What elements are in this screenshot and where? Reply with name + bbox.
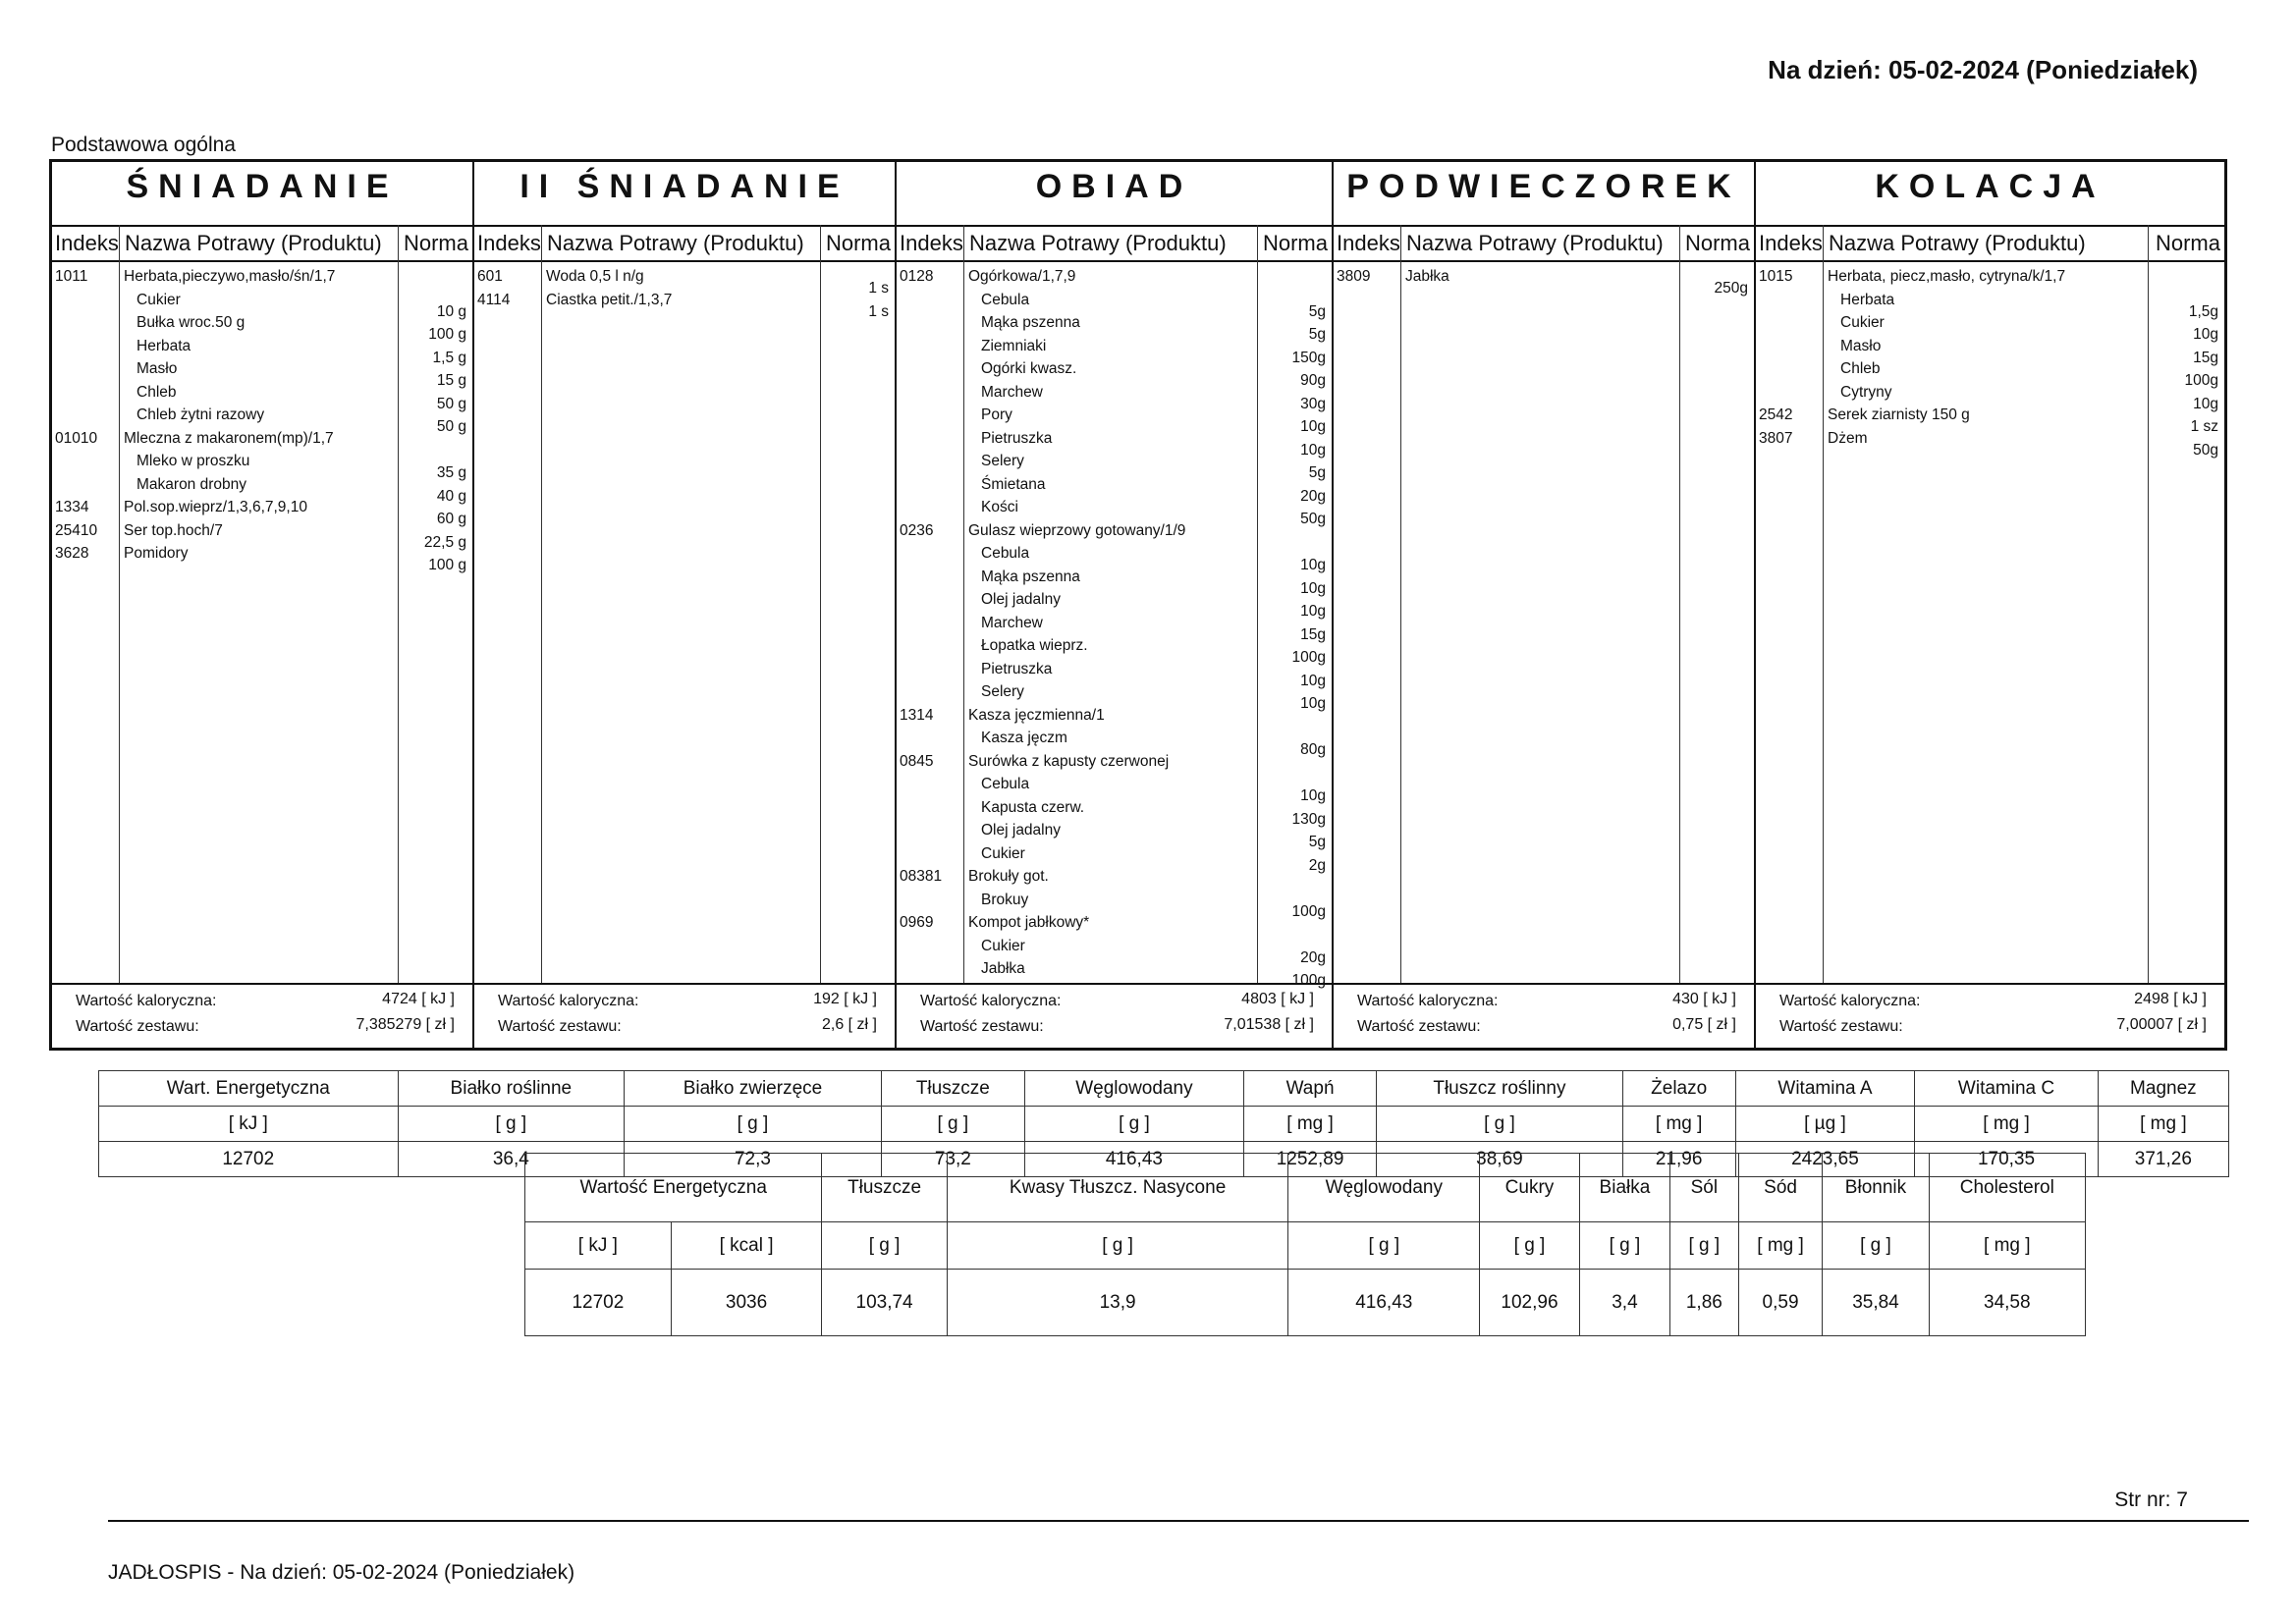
nutrient-unit: [ g ] xyxy=(625,1107,882,1142)
dish-name: Łopatka wieprz. xyxy=(981,637,1088,654)
meal-title: OBIAD xyxy=(1035,168,1193,205)
meal-summary xyxy=(897,983,1332,1048)
row-index: 1011 xyxy=(55,268,88,285)
dish-norm: 10g xyxy=(1300,672,1326,689)
row-index: 3628 xyxy=(55,545,89,562)
dish-norm: 90g xyxy=(1300,372,1326,389)
meal-column xyxy=(1756,162,2224,1048)
nutrient-name: Wartość Energetyczna xyxy=(525,1154,822,1222)
energy-value: 192 [ kJ ] xyxy=(813,991,877,1007)
dish-norm: 1 s xyxy=(868,280,889,297)
row-index: 1015 xyxy=(1759,268,1793,285)
cost-label: Wartość zestawu: xyxy=(76,1018,199,1035)
row-index: 3807 xyxy=(1759,429,1793,447)
row-index: 601 xyxy=(477,268,503,285)
row-index: 0969 xyxy=(900,914,934,931)
dish-name: Olej jadalny xyxy=(981,591,1061,608)
energy-label: Wartość kaloryczna: xyxy=(1779,993,1921,1009)
column-divider xyxy=(1679,225,1680,985)
column-divider xyxy=(963,225,964,985)
dish-norm: 10 g xyxy=(436,302,466,320)
nutrient-name: Cholesterol xyxy=(1929,1154,2085,1222)
dish-norm: 150g xyxy=(1291,349,1326,366)
nutrient-name: Białko zwierzęce xyxy=(625,1071,882,1107)
dish-norm: 100g xyxy=(1291,649,1326,666)
dish-name: Marchew xyxy=(981,614,1043,631)
nutrient-unit: [ g ] xyxy=(822,1222,947,1270)
dish-norm: 100 g xyxy=(428,326,466,343)
dish-name: Cebula xyxy=(981,545,1030,562)
nutrition-value-row xyxy=(525,1270,2086,1336)
diet-name: Podstawowa ogólna xyxy=(51,134,236,156)
cost-label: Wartość zestawu: xyxy=(1357,1018,1481,1035)
dish-norm: 100g xyxy=(2184,372,2218,389)
energy-value: 2498 [ kJ ] xyxy=(2134,991,2207,1007)
dish-norm: 1,5g xyxy=(2188,302,2218,320)
dish-norm: 50 g xyxy=(436,418,466,435)
cost-label: Wartość zestawu: xyxy=(1779,1018,1903,1035)
meal-title: II ŚNIADANIE xyxy=(519,168,849,205)
energy-label: Wartość kaloryczna: xyxy=(76,993,217,1009)
dish-name: Pietruszka xyxy=(981,429,1053,447)
dish-name: Masło xyxy=(137,360,178,377)
dish-norm: 100g xyxy=(1291,972,1326,989)
dish-norm: 40 g xyxy=(436,487,466,505)
nutrient-value: 0,59 xyxy=(1738,1270,1823,1336)
nutrient-value: 36,4 xyxy=(398,1142,625,1177)
dish-name: Kompot jabłkowy* xyxy=(968,914,1090,931)
row-index: 2542 xyxy=(1759,406,1793,423)
nutrient-value: 103,74 xyxy=(822,1270,947,1336)
page-number: Str nr: 7 xyxy=(2114,1488,2188,1511)
row-index: 1314 xyxy=(900,706,934,724)
nutrient-unit: [ g ] xyxy=(1024,1107,1243,1142)
nutrient-unit: [ kJ ] xyxy=(525,1222,672,1270)
nutrient-name: Sól xyxy=(1669,1154,1738,1222)
meal-title: KOLACJA xyxy=(1875,168,2105,205)
header-name: Nazwa Potrawy (Produktu) xyxy=(125,231,382,255)
header-name: Nazwa Potrawy (Produktu) xyxy=(1406,231,1664,255)
column-divider xyxy=(1400,225,1401,985)
column-divider xyxy=(119,225,120,985)
dish-norm: 50 g xyxy=(436,395,466,412)
dish-name: Marchew xyxy=(981,383,1043,401)
dish-norm: 10g xyxy=(1300,603,1326,620)
nutrient-name: Magnez xyxy=(2098,1071,2228,1107)
dish-name: Herbata,pieczywo,masło/śn/1,7 xyxy=(124,268,336,285)
nutrient-unit: [ g ] xyxy=(1823,1222,1929,1270)
row-index: 0236 xyxy=(900,521,934,539)
nutrition-header-row xyxy=(99,1071,2229,1107)
footer-divider xyxy=(108,1520,2249,1522)
nutrition-unit-row xyxy=(525,1222,2086,1270)
nutrient-value: 416,43 xyxy=(1288,1270,1480,1336)
nutrient-name: Węglowodany xyxy=(1288,1154,1480,1222)
nutrient-unit: [ g ] xyxy=(1480,1222,1580,1270)
nutrient-name: Witamina A xyxy=(1735,1071,1915,1107)
energy-label: Wartość kaloryczna: xyxy=(920,993,1062,1009)
dish-name: Kapusta czerw. xyxy=(981,798,1085,816)
cost-value: 7,00007 [ zł ] xyxy=(2116,1016,2207,1033)
dish-name: Cukier xyxy=(981,844,1025,862)
energy-label: Wartość kaloryczna: xyxy=(498,993,639,1009)
header-index: Indeks xyxy=(1759,231,1823,255)
header-norm: Norma xyxy=(1262,231,1328,255)
header-name: Nazwa Potrawy (Produktu) xyxy=(969,231,1227,255)
dish-name: Ogórki kwasz. xyxy=(981,360,1077,377)
nutrient-value: 21,96 xyxy=(1622,1142,1735,1177)
header-norm: Norma xyxy=(825,231,891,255)
nutrient-unit: [ g ] xyxy=(398,1107,625,1142)
nutrient-unit: [ g ] xyxy=(1579,1222,1669,1270)
header-norm: Norma xyxy=(1684,231,1750,255)
dish-name: Cytryny xyxy=(1840,383,1892,401)
dish-norm: 20g xyxy=(1300,487,1326,505)
dish-name: Mleko w proszku xyxy=(137,453,250,469)
dish-name: Pietruszka xyxy=(981,660,1053,677)
dish-name: Brokuły got. xyxy=(968,868,1049,885)
nutrient-value: 1252,89 xyxy=(1244,1142,1377,1177)
header-name: Nazwa Potrawy (Produktu) xyxy=(1829,231,2086,255)
nutrient-unit: [ µg ] xyxy=(1735,1107,1915,1142)
nutrient-value: 2423,65 xyxy=(1735,1142,1915,1177)
dish-name: Kasza jęczm xyxy=(981,730,1067,746)
nutrient-name: Wart. Energetyczna xyxy=(99,1071,399,1107)
nutrient-name: Błonnik xyxy=(1823,1154,1929,1222)
dish-norm: 1,5 g xyxy=(432,349,466,366)
dish-norm: 10g xyxy=(1300,695,1326,712)
dish-name: Selery xyxy=(981,453,1024,469)
nutrient-unit: [ g ] xyxy=(947,1222,1288,1270)
dish-norm: 60 g xyxy=(436,511,466,527)
dish-name: Makaron drobny xyxy=(137,475,247,493)
dish-norm: 22,5 g xyxy=(423,533,466,551)
column-headers xyxy=(897,225,1332,262)
dish-name: Chleb żytni razowy xyxy=(137,406,265,423)
column-headers xyxy=(474,225,895,262)
cost-value: 7,385279 [ zł ] xyxy=(355,1016,455,1033)
nutrient-unit: [ mg ] xyxy=(1622,1107,1735,1142)
nutrient-name: Żelazo xyxy=(1622,1071,1735,1107)
column-headers xyxy=(52,225,472,262)
meal-column xyxy=(1334,162,1756,1048)
nutrient-unit: [ kcal ] xyxy=(671,1222,822,1270)
energy-value: 4724 [ kJ ] xyxy=(382,991,455,1007)
dish-name: Chleb xyxy=(1840,360,1881,377)
dish-name: Olej jadalny xyxy=(981,822,1061,839)
dish-norm: 15g xyxy=(1300,625,1326,643)
header-norm: Norma xyxy=(2155,231,2220,255)
nutrient-value: 13,9 xyxy=(947,1270,1288,1336)
dish-norm: 10g xyxy=(1300,787,1326,804)
nutrient-value: 3,4 xyxy=(1579,1270,1669,1336)
row-index: 3809 xyxy=(1337,268,1371,285)
dish-name: Gulasz wieprzowy gotowany/1/9 xyxy=(968,521,1186,539)
nutrient-name: Tłuszcze xyxy=(881,1071,1024,1107)
dish-name: Serek ziarnisty 150 g xyxy=(1828,406,1970,423)
dish-name: Cukier xyxy=(981,937,1025,954)
header-name: Nazwa Potrawy (Produktu) xyxy=(547,231,804,255)
dish-norm: 5g xyxy=(1308,834,1326,850)
dish-name: Herbata xyxy=(1840,291,1895,308)
nutrient-name: Węglowodany xyxy=(1024,1071,1243,1107)
dish-name: Mąka pszenna xyxy=(981,314,1080,331)
nutrient-name: Witamina C xyxy=(1915,1071,2098,1107)
nutrient-value: 12702 xyxy=(525,1270,672,1336)
dish-name: Ogórkowa/1,7,9 xyxy=(968,268,1076,285)
dish-name: Bułka wroc.50 g xyxy=(137,314,246,331)
nutrition-detail-table xyxy=(524,1153,2086,1336)
dish-name: Pomidory xyxy=(124,545,189,562)
nutrient-name: Wapń xyxy=(1244,1071,1377,1107)
nutrient-value: 35,84 xyxy=(1823,1270,1929,1336)
dish-norm: 10g xyxy=(2193,395,2218,412)
header-index: Indeks xyxy=(477,231,541,255)
dish-name: Brokuy xyxy=(981,891,1029,908)
dish-norm: 5g xyxy=(1308,464,1326,481)
dish-norm: 100g xyxy=(1291,902,1326,920)
meal-column xyxy=(474,162,897,1048)
nutrient-name: Kwasy Tłuszcz. Nasycone xyxy=(947,1154,1288,1222)
nutrient-value: 73,2 xyxy=(881,1142,1024,1177)
cost-value: 2,6 [ zł ] xyxy=(821,1016,877,1033)
dish-name: Masło xyxy=(1840,337,1882,354)
dish-norm: 250g xyxy=(1714,280,1748,297)
dish-name: Cukier xyxy=(1840,314,1885,331)
dish-norm: 15g xyxy=(2193,349,2218,366)
footer-title: JADŁOSPIS - Na dzień: 05-02-2024 (Poniedziałek) xyxy=(108,1561,575,1584)
dish-name: Jabłka xyxy=(1405,268,1449,285)
dish-name: Pory xyxy=(981,406,1012,423)
dish-norm: 130g xyxy=(1291,810,1326,828)
nutrient-name: Białko roślinne xyxy=(398,1071,625,1107)
meal-summary xyxy=(474,983,895,1048)
row-index: 0845 xyxy=(900,752,934,770)
dish-name: Ser top.hoch/7 xyxy=(124,521,223,539)
dish-norm: 35 g xyxy=(436,464,466,481)
dish-name: Jabłka xyxy=(981,960,1025,977)
column-divider xyxy=(820,225,821,985)
row-index: 01010 xyxy=(55,429,98,447)
nutrient-value: 170,35 xyxy=(1915,1142,2098,1177)
row-index: 08381 xyxy=(900,868,943,885)
dish-name: Pol.sop.wieprz/1,3,6,7,9,10 xyxy=(124,499,307,515)
column-headers xyxy=(1756,225,2224,262)
header-norm: Norma xyxy=(403,231,468,255)
dish-norm: 1 sz xyxy=(2190,418,2218,435)
nutrient-value: 72,3 xyxy=(625,1142,882,1177)
meal-column xyxy=(897,162,1334,1048)
nutrient-value: 371,26 xyxy=(2098,1142,2228,1177)
nutrient-value: 38,69 xyxy=(1377,1142,1623,1177)
meal-column xyxy=(52,162,474,1048)
nutrient-value: 3036 xyxy=(671,1270,822,1336)
row-index: 1334 xyxy=(55,499,89,515)
dish-name: Cebula xyxy=(981,776,1030,792)
column-divider xyxy=(1257,225,1258,985)
nutrient-name: Tłuszcz roślinny xyxy=(1377,1071,1623,1107)
nutrient-value: 1,86 xyxy=(1669,1270,1738,1336)
nutrient-value: 34,58 xyxy=(1929,1270,2085,1336)
dish-norm: 50g xyxy=(2193,441,2218,459)
nutrient-unit: [ g ] xyxy=(1377,1107,1623,1142)
column-divider xyxy=(1823,225,1824,985)
dish-norm: 100 g xyxy=(428,557,466,573)
dish-norm: 2g xyxy=(1308,856,1326,874)
energy-value: 430 [ kJ ] xyxy=(1672,991,1736,1007)
column-divider xyxy=(2148,225,2149,985)
dish-name: Mąka pszenna xyxy=(981,568,1080,585)
dish-norm: 10g xyxy=(2193,326,2218,343)
dish-name: Herbata xyxy=(137,337,191,354)
dish-norm: 30g xyxy=(1300,395,1326,412)
column-divider xyxy=(398,225,399,985)
dish-norm: 80g xyxy=(1300,741,1326,758)
cost-label: Wartość zestawu: xyxy=(498,1018,622,1035)
energy-value: 4803 [ kJ ] xyxy=(1241,991,1314,1007)
nutrition-header-row xyxy=(525,1154,2086,1222)
nutrient-unit: [ g ] xyxy=(1288,1222,1480,1270)
meal-title: PODWIECZOREK xyxy=(1346,168,1741,205)
nutrient-unit: [ mg ] xyxy=(1929,1222,2085,1270)
dish-name: Kasza jęczmienna/1 xyxy=(968,706,1105,724)
dish-norm: 5g xyxy=(1308,302,1326,320)
menu-date: Na dzień: 05-02-2024 (Poniedziałek) xyxy=(1768,55,2198,84)
dish-name: Ziemniaki xyxy=(981,337,1047,354)
dish-norm: 20g xyxy=(1300,948,1326,966)
dish-norm: 10g xyxy=(1300,557,1326,573)
dish-name: Kości xyxy=(981,499,1018,515)
nutrient-unit: [ kJ ] xyxy=(99,1107,399,1142)
dish-name: Cukier xyxy=(137,291,181,308)
dish-name: Herbata, piecz,masło, cytryna/k/1,7 xyxy=(1828,268,2066,285)
dish-name: Selery xyxy=(981,683,1024,700)
energy-label: Wartość kaloryczna: xyxy=(1357,993,1499,1009)
column-headers xyxy=(1334,225,1754,262)
nutrient-name: Cukry xyxy=(1480,1154,1580,1222)
row-index: 25410 xyxy=(55,521,98,539)
nutrient-name: Białka xyxy=(1579,1154,1669,1222)
header-index: Indeks xyxy=(900,231,963,255)
nutrient-name: Tłuszcze xyxy=(822,1154,947,1222)
nutrient-unit: [ mg ] xyxy=(1738,1222,1823,1270)
dish-norm: 1 s xyxy=(868,302,889,320)
row-index: 4114 xyxy=(477,291,511,308)
cost-value: 7,01538 [ zł ] xyxy=(1224,1016,1314,1033)
meal-summary xyxy=(52,983,472,1048)
meal-summary xyxy=(1756,983,2224,1048)
dish-name: Śmietana xyxy=(981,475,1046,493)
nutrient-unit: [ g ] xyxy=(1669,1222,1738,1270)
cost-label: Wartość zestawu: xyxy=(920,1018,1044,1035)
cost-value: 0,75 [ zł ] xyxy=(1672,1016,1736,1033)
dish-name: Chleb xyxy=(137,383,177,401)
nutrition-unit-row xyxy=(99,1107,2229,1142)
nutrient-unit: [ mg ] xyxy=(1915,1107,2098,1142)
dish-norm: 5g xyxy=(1308,326,1326,343)
dish-name: Mleczna z makaronem(mp)/1,7 xyxy=(124,429,334,447)
dish-norm: 10g xyxy=(1300,441,1326,459)
dish-name: Surówka z kapusty czerwonej xyxy=(968,752,1170,770)
nutrient-value: 102,96 xyxy=(1480,1270,1580,1336)
dish-norm: 15 g xyxy=(436,372,466,389)
nutrient-value: 12702 xyxy=(99,1142,399,1177)
daily-menu-table xyxy=(49,159,2227,1051)
dish-norm: 50g xyxy=(1300,511,1326,527)
meal-title: ŚNIADANIE xyxy=(126,168,399,205)
dish-name: Cebula xyxy=(981,291,1030,308)
nutrient-unit: [ mg ] xyxy=(2098,1107,2228,1142)
dish-name: Woda 0,5 l n/g xyxy=(546,268,644,285)
nutrient-unit: [ g ] xyxy=(881,1107,1024,1142)
nutrient-name: Sód xyxy=(1738,1154,1823,1222)
meal-summary xyxy=(1334,983,1754,1048)
header-index: Indeks xyxy=(1337,231,1400,255)
dish-norm: 10g xyxy=(1300,579,1326,597)
dish-name: Dżem xyxy=(1828,429,1868,447)
column-divider xyxy=(541,225,542,985)
dish-name: Ciastka petit./1,3,7 xyxy=(546,291,673,308)
header-index: Indeks xyxy=(55,231,119,255)
nutrient-value: 416,43 xyxy=(1024,1142,1243,1177)
row-index: 0128 xyxy=(900,268,934,285)
nutrient-unit: [ mg ] xyxy=(1244,1107,1377,1142)
dish-norm: 10g xyxy=(1300,418,1326,435)
